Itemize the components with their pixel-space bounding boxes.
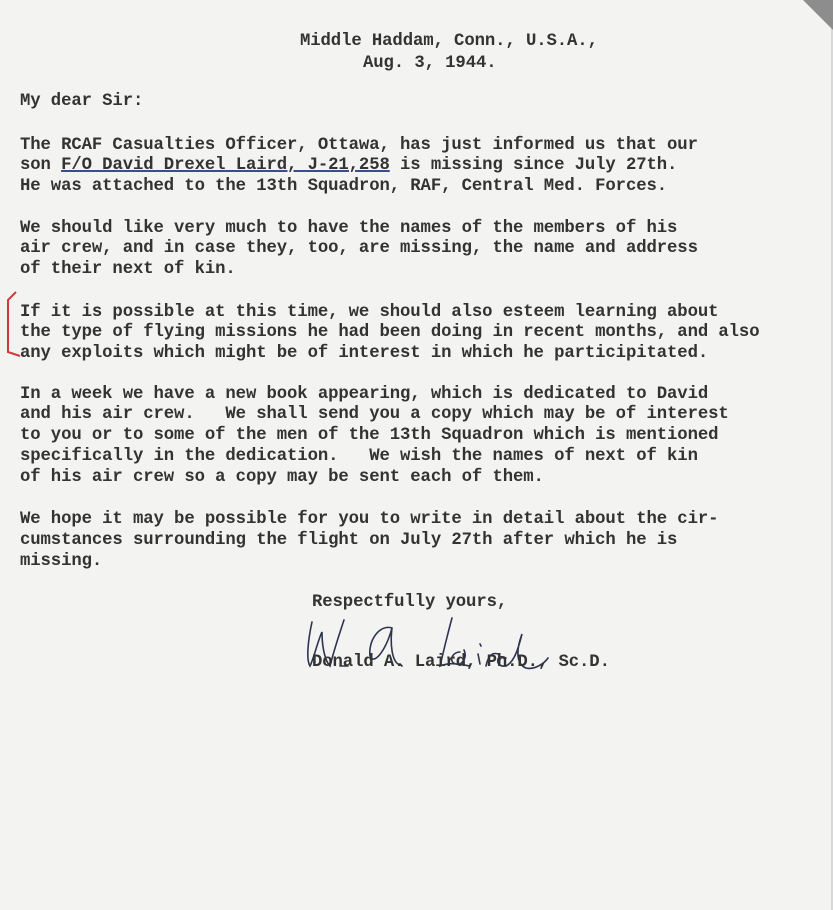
para2-line: air crew, and in case they, too, are missing, the name and address — [20, 239, 698, 258]
para4-line: and his air crew. We shall send you a copy which may be of interest — [20, 405, 729, 424]
para5-line: We hope it may be possible for you to write in detail about the cir- — [20, 510, 719, 529]
para3-line: the type of flying missions he had been doing in recent months, and also — [20, 323, 760, 342]
closing: Respectfully yours, — [312, 593, 508, 612]
para4-line: In a week we have a new book appearing, which is dedicated to David — [20, 385, 709, 404]
para1-line: The RCAF Casualties Officer, Ottawa, has just informed us that our — [20, 136, 698, 155]
salutation: My dear Sir: — [20, 92, 144, 111]
para3-line: If it is possible at this time, we should also esteem learning about — [20, 303, 719, 322]
para2-line: of their next of kin. — [20, 260, 236, 279]
text: son — [20, 156, 62, 175]
para5-line: missing. — [20, 552, 103, 571]
page-corner — [803, 0, 833, 30]
underlined-name: F/O David Drexel Laird, J-21,258 — [61, 156, 390, 175]
para5-line: cumstances surrounding the flight on July 27th after which he is — [20, 531, 678, 550]
text: is missing since July 27th. — [389, 156, 678, 175]
heading-date: Aug. 3, 1944. — [363, 54, 497, 73]
para4-line: of his air crew so a copy may be sent each of them. — [20, 468, 544, 487]
red-bracket-mark — [2, 290, 22, 362]
heading-place: Middle Haddam, Conn., U.S.A., — [300, 32, 598, 51]
para4-line: specifically in the dedication. We wish the names of next of kin — [20, 447, 698, 466]
para1-line: He was attached to the 13th Squadron, RAF, Central Med. Forces. — [20, 177, 668, 196]
para2-line: We should like very much to have the names of the members of his — [20, 219, 678, 238]
para3-line: any exploits which might be of interest in which he participitated. — [20, 344, 709, 363]
para4-line: to you or to some of the men of the 13th Squadron which is mentioned — [20, 426, 719, 445]
para1-line — [20, 156, 677, 176]
signatory-name: Donald A. Laird, Ph.D., Sc.D. — [312, 653, 610, 672]
